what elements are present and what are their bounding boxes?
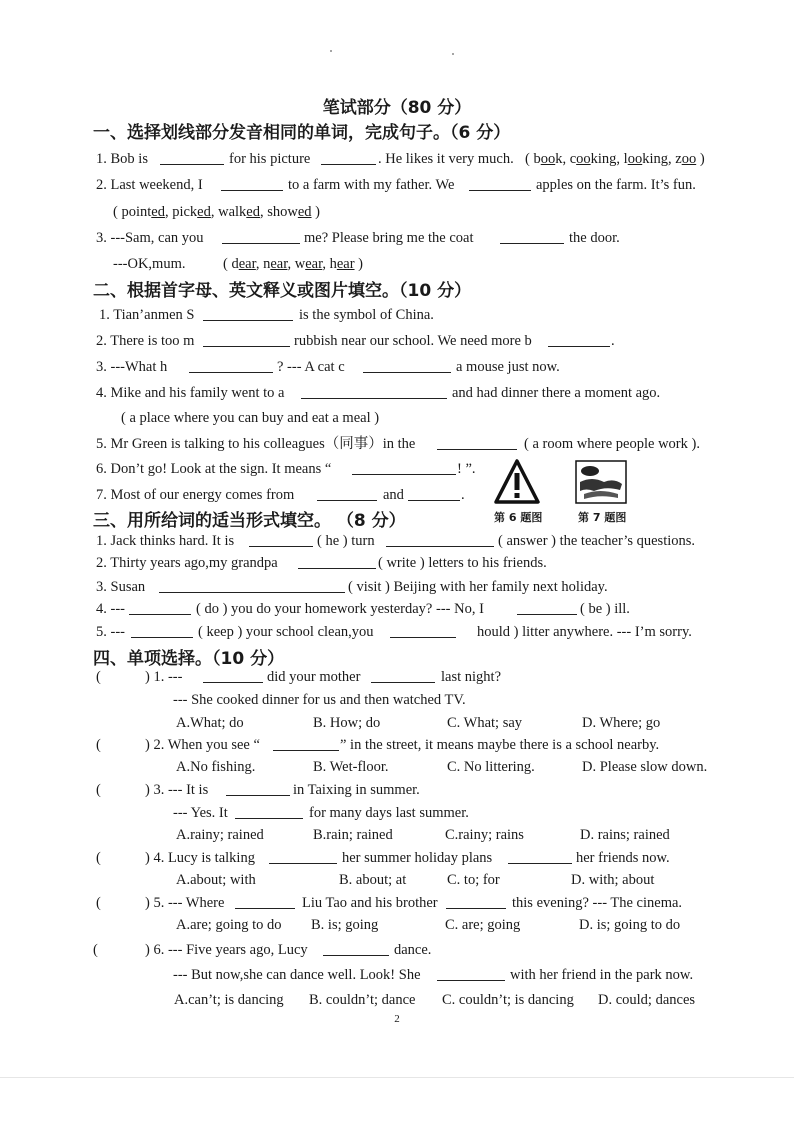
s4-question-4: [0, 847, 794, 869]
answer-blank[interactable]: [469, 174, 531, 191]
s4-question-3-options: [0, 824, 794, 846]
s4-question-6-reply: [0, 964, 794, 986]
answer-blank[interactable]: [203, 330, 290, 347]
text: 1. Bob is: [96, 151, 148, 167]
answer-blank[interactable]: [352, 458, 456, 475]
answer-blank[interactable]: [437, 964, 505, 981]
option-a[interactable]: A.What; do: [176, 715, 244, 731]
option-d[interactable]: D. is; going to do: [579, 917, 681, 933]
text: 2. There is too m: [96, 333, 195, 349]
text: --- She cooked dinner for us and then watched TV.: [173, 692, 466, 708]
answer-blank[interactable]: [548, 330, 610, 347]
text: ) 6. --- Five years ago, Lucy: [145, 942, 308, 958]
text: 5. Mr Green is talking to his colleagues（同事）in the: [96, 436, 416, 452]
text: 3. ---What h: [96, 359, 168, 375]
fossil-fuel-icon: [576, 461, 626, 503]
option-a[interactable]: A.No fishing.: [176, 759, 256, 775]
option-a[interactable]: A.rainy; rained: [176, 827, 264, 843]
warning-sign-icon: [496, 461, 538, 502]
text: me? Please bring me the coat: [304, 230, 474, 246]
text: with her friend in the park now.: [510, 967, 694, 983]
section-2-heading: 二、根据首字母、英文释义或图片填空。（10 分）: [93, 281, 472, 301]
text: 3. ---Sam, can you: [96, 230, 204, 246]
text: ) 4. Lucy is talking: [145, 850, 255, 866]
answer-blank[interactable]: [235, 802, 303, 819]
option-a[interactable]: A.about; with: [176, 872, 256, 888]
text: and had dinner there a moment ago.: [452, 385, 661, 401]
text: .: [611, 333, 615, 349]
option-d[interactable]: D. could; dances: [598, 992, 696, 1008]
text: ) 2. When you see “: [145, 737, 260, 753]
text: is the symbol of China.: [299, 307, 434, 323]
option-c[interactable]: C. couldn’t; is dancing: [442, 992, 574, 1008]
option-a[interactable]: A.are; going to do: [176, 917, 282, 933]
section-3-heading: 三、用所给词的适当形式填空。 （8 分）: [93, 511, 406, 531]
option-c[interactable]: C. What; say: [447, 715, 523, 731]
text: in Taixing in summer.: [293, 782, 420, 798]
answer-blank[interactable]: [160, 148, 224, 165]
answer-blank[interactable]: [446, 892, 506, 909]
text: --- Yes. It: [173, 805, 228, 821]
text: 6. Don’t go! Look at the sign. It means “: [96, 461, 332, 477]
option-d[interactable]: D. rains; rained: [580, 827, 670, 843]
text: 5. ---: [96, 624, 125, 640]
option-c[interactable]: C.rainy; rains: [445, 827, 524, 843]
s3-question-1: [0, 530, 794, 552]
answer-blank[interactable]: [189, 356, 273, 373]
text: ! ”.: [457, 461, 476, 477]
text: Liu Tao and his brother: [302, 895, 438, 911]
s1-question-2: [0, 174, 794, 196]
answer-blank[interactable]: [221, 174, 283, 191]
s4-question-2: [0, 734, 794, 756]
option-d[interactable]: D. with; about: [571, 872, 655, 888]
text: .: [461, 487, 465, 503]
text: to a farm with my father. We: [288, 177, 455, 193]
text: her summer holiday plans: [342, 850, 493, 866]
page-number: 2: [394, 1013, 400, 1025]
s4-question-3-reply: [0, 802, 794, 824]
text: ( visit ) Beijing with her family next holiday.: [348, 579, 608, 595]
text: ) 5. --- Where: [145, 895, 225, 911]
text: ( a place where you can buy and eat a meal ): [121, 410, 380, 426]
answer-blank[interactable]: [301, 382, 447, 399]
text: the door.: [569, 230, 620, 246]
text: ) 3. --- It is: [145, 782, 209, 798]
answer-blank[interactable]: [235, 892, 295, 909]
s4-question-5-options: [0, 914, 794, 936]
answer-paren[interactable]: (: [96, 737, 101, 753]
text: ( be ) ill.: [580, 601, 630, 617]
text: 7. Most of our energy comes from: [96, 487, 295, 503]
text: . He likes it very much.: [378, 151, 514, 167]
answer-paren[interactable]: (: [96, 850, 101, 866]
answer-blank[interactable]: [371, 666, 435, 683]
s2-question-7: [0, 484, 794, 506]
s1-question-1: [0, 148, 794, 170]
option-b[interactable]: B. How; do: [313, 715, 381, 731]
answer-blank[interactable]: [226, 779, 290, 796]
text: ---OK,mum.: [113, 256, 186, 272]
section-4-heading: 四、单项选择。（10 分）: [93, 649, 285, 669]
exam-title: 笔试部分（80 分）: [322, 98, 472, 118]
answer-blank[interactable]: [222, 227, 300, 244]
text: ( do ) you do your homework yesterday? --- No, I: [196, 601, 484, 617]
answer-blank[interactable]: [437, 433, 517, 450]
text: 4. Mike and his family went to a: [96, 385, 285, 401]
text: this evening? --- The cinema.: [512, 895, 683, 911]
option-d[interactable]: D. Where; go: [582, 715, 661, 731]
text: for many days last summer.: [309, 805, 469, 821]
text: hould ) litter anywhere. --- I’m sorry.: [477, 624, 692, 640]
answer-blank[interactable]: [273, 734, 339, 751]
answer-blank[interactable]: [321, 148, 376, 165]
section-1-heading: 一、选择划线部分发音相同的单词，完成句子。（6 分）: [93, 123, 511, 143]
text: did your mother: [267, 669, 361, 685]
s4-question-1-reply: [0, 689, 794, 711]
option-c[interactable]: C. No littering.: [447, 759, 535, 775]
s3-question-3: [0, 576, 794, 598]
answer-blank[interactable]: [386, 530, 494, 547]
s2-question-1: [0, 304, 794, 326]
answer-blank[interactable]: [159, 576, 345, 593]
text: ( keep ) your school clean,you: [198, 624, 374, 640]
s4-question-5: [0, 892, 794, 914]
text: 2. Last weekend, I: [96, 177, 203, 193]
text: and: [383, 487, 404, 503]
option-b[interactable]: B.rain; rained: [313, 827, 393, 843]
text: --- But now,she can dance well. Look! She: [173, 967, 421, 983]
figure-6-caption: 第 6 题图: [494, 511, 543, 524]
answer-paren[interactable]: (: [96, 669, 101, 685]
text: rubbish near our school. We need more b: [294, 333, 532, 349]
answer-blank[interactable]: [317, 484, 377, 501]
option-d[interactable]: D. Please slow down.: [582, 759, 708, 775]
option-a[interactable]: A.can’t; is dancing: [174, 992, 284, 1008]
s1-question-3-reply: [0, 253, 794, 275]
option-b[interactable]: B. about; at: [339, 872, 407, 888]
s2-question-6: [0, 458, 794, 480]
answer-blank[interactable]: [408, 484, 460, 501]
text: her friends now.: [576, 850, 670, 866]
answer-blank[interactable]: [203, 304, 293, 321]
answer-blank[interactable]: [363, 356, 451, 373]
s3-question-4: [0, 598, 794, 620]
option-b[interactable]: B. Wet-floor.: [313, 759, 389, 775]
text: last night?: [441, 669, 502, 685]
answer-blank[interactable]: [131, 621, 193, 638]
s2-question-5: [0, 433, 794, 455]
answer-blank[interactable]: [323, 939, 389, 956]
answer-blank[interactable]: [269, 847, 337, 864]
scan-speck: [330, 50, 332, 52]
options: ( pointed, picked, walked, showed ): [113, 204, 321, 220]
option-b[interactable]: B. is; going: [311, 917, 379, 933]
text: 2. Thirty years ago,my grandpa: [96, 555, 278, 571]
s4-question-1: [0, 666, 794, 688]
s2-question-2: [0, 330, 794, 352]
text: 1. Jack thinks hard. It is: [96, 533, 235, 549]
text: a mouse just now.: [456, 359, 560, 375]
text: ( he ) turn: [317, 533, 375, 549]
options: ( dear, near, wear, hear ): [223, 256, 363, 272]
page-edge-divider: [0, 1077, 794, 1078]
s4-question-6-options: [0, 989, 794, 1011]
sign-pictures: [492, 458, 632, 508]
s4-question-2-options: [0, 756, 794, 778]
answer-paren[interactable]: (: [96, 895, 101, 911]
text: 3. Susan: [96, 579, 146, 595]
text: ? --- A cat c: [277, 359, 345, 375]
s3-question-5: [0, 621, 794, 643]
text: ” in the street, it means maybe there is a school nearby.: [340, 737, 660, 753]
text: apples on the farm. It’s fun.: [536, 177, 696, 193]
s4-question-6: [0, 939, 794, 961]
text: ( a room where people work ).: [524, 436, 700, 452]
figure-7-caption: 第 7 题图: [578, 511, 627, 524]
text: ( write ) letters to his friends.: [378, 555, 547, 571]
s3-question-2: [0, 552, 794, 574]
answer-blank[interactable]: [508, 847, 572, 864]
answer-paren[interactable]: (: [96, 782, 101, 798]
scan-speck: [452, 53, 454, 55]
answer-blank[interactable]: [298, 552, 376, 569]
options: ( book, cooking, looking, zoo ): [525, 151, 705, 167]
answer-blank[interactable]: [129, 598, 191, 615]
text: ( answer ) the teacher’s questions.: [498, 533, 696, 549]
s1-question-2-options: [0, 201, 794, 223]
text: 1. Tian’anmen S: [99, 307, 195, 323]
s2-question-4: [0, 382, 794, 404]
text: for his picture: [229, 151, 311, 167]
option-c[interactable]: C. to; for: [447, 872, 500, 888]
option-c[interactable]: C. are; going: [445, 917, 521, 933]
answer-blank[interactable]: [517, 598, 577, 615]
s2-question-3: [0, 356, 794, 378]
s2-question-4-definition: [0, 407, 794, 429]
answer-blank[interactable]: [390, 621, 456, 638]
text: 4. ---: [96, 601, 125, 617]
text: ) 1. ---: [145, 669, 183, 685]
s1-question-3: [0, 227, 794, 249]
answer-blank[interactable]: [249, 530, 313, 547]
answer-paren[interactable]: (: [93, 942, 98, 958]
text: dance.: [394, 942, 432, 958]
s4-question-4-options: [0, 869, 794, 891]
answer-blank[interactable]: [203, 666, 263, 683]
option-b[interactable]: B. couldn’t; dance: [309, 992, 416, 1008]
answer-blank[interactable]: [500, 227, 564, 244]
s4-question-1-options: [0, 712, 794, 734]
s4-question-3: [0, 779, 794, 801]
